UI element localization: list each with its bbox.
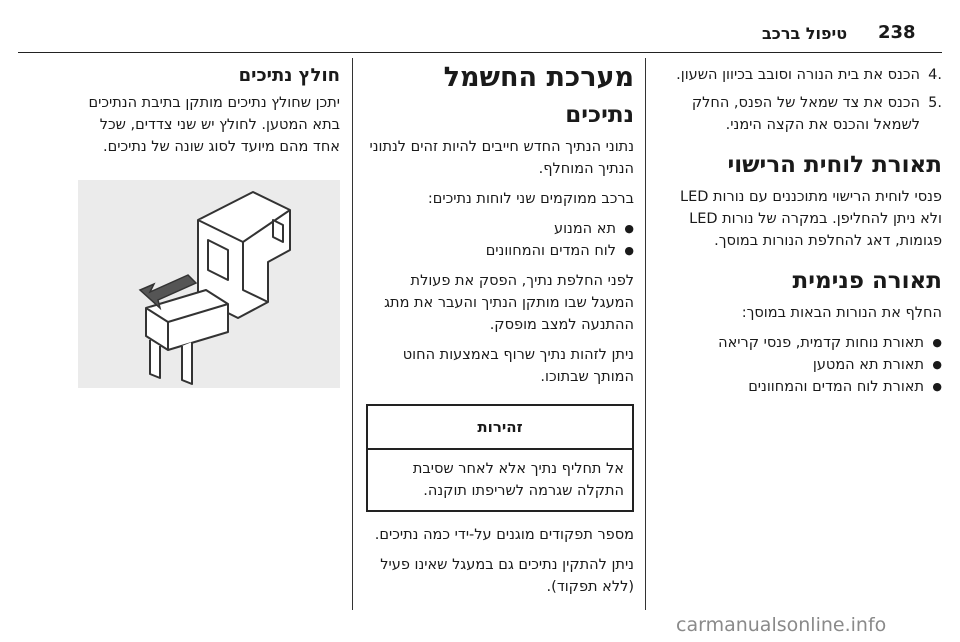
fuses-heading: נתיכים — [565, 102, 634, 128]
warning-text: אל תחליף נתיך אלא לאחר שסיבת התקלה שגרמה לשריפתו תוקנה. — [412, 461, 624, 499]
list-item: ● תאורת נוחות קדמית, פנסי קריאה — [660, 332, 942, 354]
fuse-extractor-icon — [78, 180, 340, 388]
right-column — [660, 64, 942, 406]
step-4 — [660, 64, 942, 86]
middle-column — [366, 62, 634, 606]
interior-intro: החלף את הנורות הבאות במוסך: — [741, 305, 942, 321]
step-text: הכנס את צד שמאל של הפנס, החלק לשמאל והכנס את הקצה הימני. — [691, 95, 920, 133]
warning-box — [366, 404, 634, 512]
list-item: ● לוח המדים והמחוונים — [366, 240, 634, 262]
chapter-title: מערכת החשמל — [443, 62, 634, 93]
interior-heading: תאורה פנימית — [792, 268, 942, 294]
watermark: carmanualsonline.info — [676, 614, 887, 636]
list-item: ● תאורת תא המטען — [660, 354, 942, 376]
step-text: הכנס את בית הנורה וסובב בכיוון השעון. — [676, 67, 920, 83]
header-divider — [18, 52, 942, 53]
paragraph: מספר תפקודים מוגנים על-ידי כמה נתיכים. — [374, 527, 634, 543]
step-number: .4 — [928, 67, 942, 83]
page-number: 238 — [878, 22, 916, 43]
step-5 — [660, 92, 942, 136]
step-number: .5 — [928, 95, 942, 111]
paragraph: ניתן להתקין נתיכים גם במעגל שאינו פעיל (ללא תפקוד). — [380, 557, 634, 595]
list-item: ● תא המנוע — [366, 218, 634, 240]
fuse-extractor-illustration — [78, 180, 340, 388]
fuse-extractor-heading: חולץ נתיכים — [238, 65, 340, 86]
column-divider-right — [645, 58, 646, 610]
fuse-extractor-text: יתכן שחולץ נתיכים מותקן בתיבת הנתיכים בתא המטען. לחולץ יש שני צדדים, שכל אחד מהם מיועד לסוג שונה של נתיכים. — [88, 95, 340, 155]
left-column — [82, 64, 340, 166]
interior-list — [660, 332, 942, 398]
warning-title: זהירות — [368, 406, 632, 450]
paragraph: ברכב ממוקמים שני לוחות נתיכים: — [427, 191, 634, 207]
section-title: טיפול ברכב — [762, 24, 848, 43]
paragraph: לפני החלפת נתיך, הפסק את פעולת המעגל שבו מותקן הנתיך והעבר את מתג ההתנעה למצב מופסק. — [384, 273, 634, 333]
list-item: ● תאורת לוח המדים והמחוונים — [660, 376, 942, 398]
column-divider-left — [352, 58, 353, 610]
fuse-box-list — [366, 218, 634, 262]
paragraph: ניתן לזהות נתיך שרוף באמצעות החוט המותך שבתוכו. — [402, 347, 634, 385]
license-plate-text: פנסי לוחית הרישוי מתוכננים עם נורות LED ולא ניתן להחליפן. במקרה של נורות LED פגומות, דאג להחלפת הנורות במוסך. — [680, 189, 942, 249]
paragraph: נתוני הנתיך החדש חייבים להיות זהים לנתוני הנתיך המוחלף. — [369, 139, 634, 177]
license-plate-heading: תאורת לוחית הרישוי — [727, 152, 942, 178]
